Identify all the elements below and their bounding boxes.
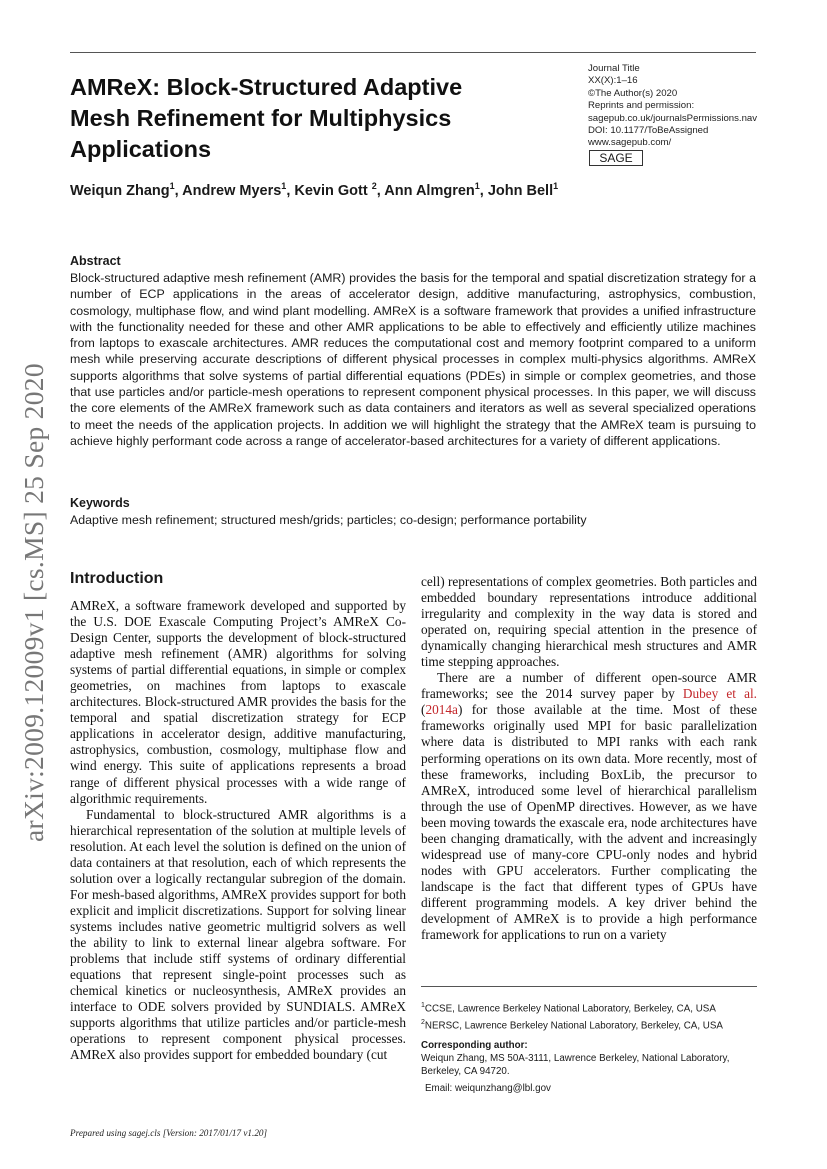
journal-title: Journal Title: [588, 63, 640, 74]
journal-reprints: Reprints and permission:: [588, 100, 695, 112]
author-list: Weiqun Zhang$^1$, Andrew Myers$^1$, Kevin Gott $^2$, Ann Almgren$^1$, John Bell$^1$: [70, 181, 559, 199]
paragraph: Fundamental to block-structured AMR algorithms is a hierarchical representation of the solution at multiple levels of resolution. At each level the solution is defined on the union of data containers at that resolution, each of which represents the solution over a logically rectangular subregion of the domain. For mesh-based algorithms, AMReX provides support for both explicit and implicit discretizations. Support for solving linear systems includes native geometric multigrid solvers as well the ability to link to external linear algebra software. For problems that include stiff systems of ordinary differential equations that represent single-point processes such as chemical kinetics or nucleosynthesis, AMReX provides an interface to ODE solvers provided by SUNDIALS. AMReX supports algorithms that utilize particles and/or particle-mesh operations to represent component physical processes. AMReX also provides support for embedded boundary (cut: [70, 806, 406, 1063]
sage-badge: SAGE: [589, 150, 643, 166]
corresponding-author-address: Weiqun Zhang, MS 50A-3111, Lawrence Berkeley, National Laboratory, Berkeley, CA 94720.: [421, 1053, 730, 1078]
paragraph: [421, 670, 757, 943]
keywords-text: Adaptive mesh refinement; structured mesh/grids; particles; co-design; performance portability: [70, 513, 587, 527]
corresponding-author-heading: Corresponding author:: [421, 1040, 528, 1051]
keywords-heading: Keywords: [70, 496, 130, 510]
affiliation-text: NERSC, Lawrence Berkeley National Laboratory, Berkeley, CA, USA: [424, 1020, 723, 1032]
affiliation-number: 2: [421, 1019, 425, 1027]
abstract-heading: Abstract: [70, 254, 121, 268]
citation-link-author[interactable]: Dubey et al.: [682, 686, 757, 702]
author-name: Andrew Myers: [182, 182, 282, 199]
footnote-rule: [421, 986, 757, 987]
affiliation-number: 1: [421, 1002, 425, 1009]
corresponding-author-email[interactable]: Email: weiqunzhang@lbl.gov: [425, 1083, 551, 1094]
author-affil-mark: 1: [169, 181, 175, 191]
paper-title: AMReX: Block-Structured Adaptive Mesh Refinement for Multiphysics Applications: [70, 74, 463, 162]
abstract-text: Block-structured adaptive mesh refinement (AMR) provides the basis for the temporal and spatial discretization strategy for a number of ECP applications in the areas of accelerator design, additive manufacturing, astrophysics, combustion, cosmology, multiphase flow, and wind plant modelling. AMReX is a software framework that provides a unified infrastructure with the functionality needed for these and other AMR applications to be able to effectively and efficiently utilize machines from laptops to exascale architectures. AMR reduces the computational cost and memory footprint compared to a uniform mesh while preserving accurate descriptions of different physical processes in complex multi-physics algorithms. AMReX supports algorithms that solve systems of partial differential equations (PDEs) in simple or complex geometries, and those that use particles and/or particle-mesh operations to represent component physical processes. In this paper, we will discuss the core elements of the AMReX framework such as data containers and iterators as well as several specialized operations to meet the needs of the application projects. In addition we will highlight the strategy that the AMReX team is pursuing to achieve highly performant code across a range of accelerator-based architectures for a variety of different applications.: [70, 271, 756, 448]
journal-website-link[interactable]: www.sagepub.com/: [588, 137, 672, 149]
affiliation: [421, 1016, 761, 1033]
author-affil-mark: 1: [281, 181, 287, 191]
section-heading-introduction: Introduction: [70, 570, 164, 587]
author-name: Weiqun Zhang: [70, 182, 170, 199]
affiliation: [421, 999, 761, 1016]
paragraph-text: ) for those available at the time. Most of these frameworks originally used MPI for basic parallelization where data is distributed to MPI ranks with each rank performing operations on its own data. More recently, most of these frameworks, including BoxLib, the precursor to AMReX, introduced some level of hierarchical parallelism through the use of OpenMP directives. However, as we have been moving towards the exascale era, node architectures have been changing dramatically, with the advent and increasingly widespread use of many-core CPU-only nodes and hybrid nodes with GPU accelerators. Further complicating the landscape is the fact that different types of GPUs have different programming models. A key driver behind the development of AMReX is to provide a high performance framework for applications to run on a variety: [421, 702, 757, 943]
author-affil-mark: 1: [474, 181, 480, 191]
author-name: Ann Almgren: [384, 182, 475, 199]
author-affil-mark: 1: [553, 181, 559, 191]
journal-pages-text: XX(X):1–16: [588, 75, 638, 87]
journal-copyright: ©The Author(s) 2020: [588, 87, 678, 99]
top-rule: [70, 52, 756, 53]
journal-permissions-link[interactable]: sagepub.co.uk/journalsPermissions.nav: [588, 112, 758, 124]
paragraph-continuation: cell) representations of complex geometries. Both particles and embedded boundary representations introduce additional irregularity and complexity in the way data is stored and operated on, requiring special attention in the presence of dynamically changing hierarchical mesh structures and AMR time stepping approaches.: [421, 574, 757, 670]
right-column: [421, 574, 757, 943]
author-affil-mark: 2: [371, 181, 377, 191]
paragraph-text: There are a number of different open-source AMR frameworks; see the 2014 survey paper by: [421, 670, 757, 702]
paragraph: AMReX, a software framework developed and supported by the U.S. DOE Exascale Computing Project’s AMReX Co-Design Center, supports the development of block-structured adaptive mesh refinement (AMR) algorithms for solving systems of partial differential equations, in simple or complex geometries, on machines from laptops to exascale architectures. Block-structured AMR provides the basis for the temporal and spatial discretization strategy for ECP applications in accelerator design, additive manufacturing, astrophysics, combustion, cosmology, multiphase flow and wind energy. This suite of applications represents a broad range of different physical processes with a wide range of algorithmic requirements.: [70, 598, 406, 806]
page-footer: Prepared using sagej.cls [Version: 2017/01/17 v1.20]: [70, 1128, 268, 1138]
arxiv-side-label: arXiv:2009.12009v1 [cs.MS] 25 Sep 2020: [18, 363, 49, 842]
citation-link-year[interactable]: 2014a: [425, 702, 458, 718]
paragraph-text: (: [421, 702, 426, 718]
journal-doi[interactable]: DOI: 10.1177/ToBeAssigned: [588, 125, 709, 137]
journal-info: [588, 63, 768, 150]
journal-pages: [588, 75, 768, 87]
affiliations: [421, 999, 761, 1034]
left-column: [70, 598, 406, 1063]
affiliation-text: CCSE, Lawrence Berkeley National Laboratory, Berkeley, CA, USA: [424, 1003, 716, 1015]
author-name: John Bell: [487, 182, 554, 199]
author-name: Kevin Gott: [294, 182, 368, 199]
